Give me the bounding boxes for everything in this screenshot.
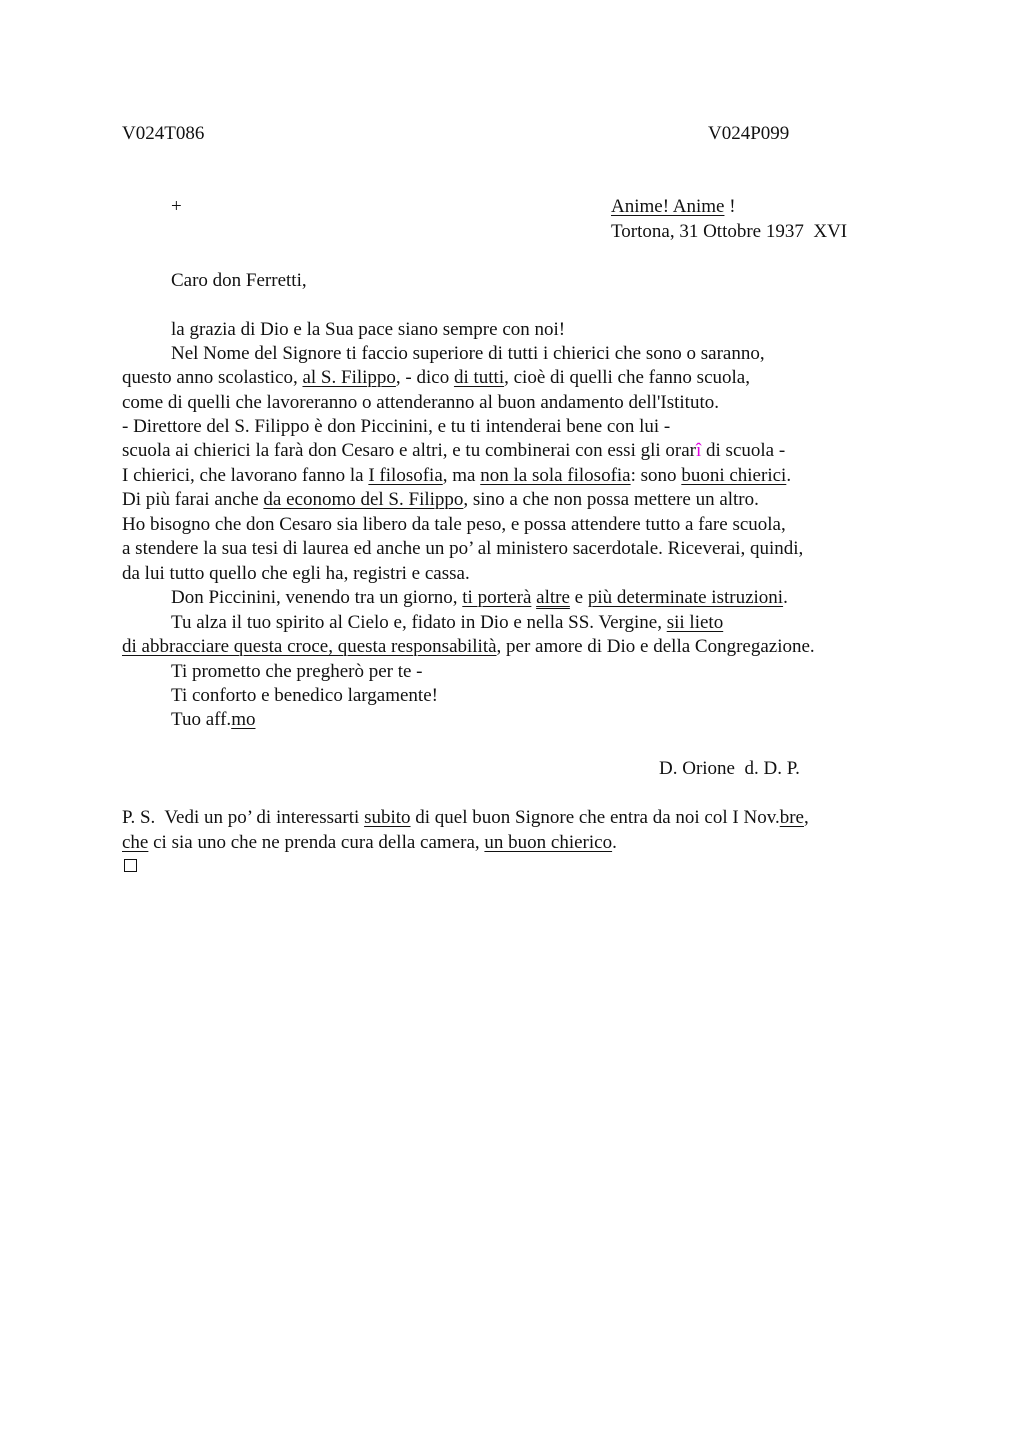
- underlined-text: ti porterà: [462, 587, 532, 608]
- text: Tu alza il tuo spirito al Cielo e, fidato in Dio e nella SS. Vergine,: [171, 612, 667, 633]
- underlined-text: sii lieto: [666, 612, 724, 633]
- underlined-text: più determinate istruzioni: [587, 587, 784, 608]
- text: , per amore di Dio e della Congregazione.: [496, 636, 815, 657]
- text: , cioè di quelli che fanno scuola,: [504, 367, 750, 388]
- text: ci sia uno che ne prenda cura della camera,: [148, 832, 485, 853]
- body-line-9: Ho bisogno che don Cesaro sia libero da tale peso, e possa attendere tutto a fare scuola,: [122, 514, 786, 535]
- text: P. S. Vedi un po’ di interessarti: [122, 807, 365, 828]
- text: ,: [803, 807, 809, 828]
- underlined-text: al S. Filippo: [302, 367, 396, 388]
- body-line-14: [122, 635, 815, 659]
- underlined-text: non la sola filosofia: [480, 465, 631, 486]
- body-line-2: Nel Nome del Signore ti faccio superiore di tutti i chierici che sono o saranno,: [171, 343, 765, 364]
- text: Don Piccinini, venendo tra un giorno,: [171, 587, 463, 608]
- body-line-3: [122, 366, 750, 390]
- body-line-8: [122, 488, 759, 512]
- body-line-12: [171, 586, 788, 610]
- underlined-text: buoni chierici: [681, 465, 787, 486]
- end-box-icon: [124, 859, 137, 872]
- doc-code-right: V024P099: [708, 123, 790, 144]
- ps-line-2: [122, 831, 617, 855]
- body-line-6: [122, 439, 785, 463]
- salutation: Caro don Ferretti,: [171, 270, 307, 291]
- body-line-16: Ti conforto e benedico largamente!: [171, 685, 438, 706]
- body-line-17: [171, 708, 255, 732]
- underlined-text: un buon chierico: [484, 832, 613, 853]
- underlined-text: di tutti: [453, 367, 505, 388]
- underlined-text: di abbracciare questa croce, questa responsabilità: [122, 636, 497, 657]
- signature: D. Orione d. D. P.: [659, 758, 800, 779]
- body-line-7: [122, 464, 791, 488]
- text: , ma: [442, 465, 481, 486]
- body-line-10: a stendere la sua tesi di laurea ed anche un po’ al ministero sacerdotale. Riceverai, quindi,: [122, 538, 804, 559]
- body-line-11: da lui tutto quello che egli ha, registri e cassa.: [122, 563, 470, 584]
- text: e: [569, 587, 588, 608]
- text: .: [786, 465, 792, 486]
- body-line-1: la grazia di Dio e la Sua pace siano sempre con noi!: [171, 319, 566, 340]
- underlined-text: da economo del S. Filippo: [263, 489, 464, 510]
- motto-rest: !: [724, 196, 736, 217]
- text: di scuola -: [701, 440, 786, 461]
- ps-line-1: [122, 806, 809, 830]
- text: .: [612, 832, 617, 853]
- double-underlined-text: altre: [536, 587, 570, 608]
- text: Di più farai anche: [122, 489, 264, 510]
- dateline: Tortona, 31 Ottobre 1937 XVI: [611, 221, 848, 242]
- text: Tuo aff.: [171, 709, 232, 730]
- underlined-text: mo: [231, 709, 256, 730]
- text: questo anno scolastico,: [122, 367, 303, 388]
- text: scuola ai chierici la farà don Cesaro e altri, e tu combinerai con essi gli orar: [122, 440, 696, 461]
- body-line-13: [171, 611, 723, 635]
- body-line-5: - Direttore del S. Filippo è don Piccinini, e tu ti intenderai bene con lui -: [122, 416, 671, 437]
- cross-mark: +: [171, 196, 182, 217]
- body-line-4: come di quelli che lavoreranno o attenderanno al buon andamento dell'Istituto.: [122, 392, 719, 413]
- text: , sino a che non possa mettere un altro.: [463, 489, 759, 510]
- text: di quel buon Signore che entra da noi col I Nov.: [410, 807, 780, 828]
- highlighted-char: î: [696, 440, 702, 461]
- underlined-text: bre: [779, 807, 804, 828]
- text: : sono: [630, 465, 682, 486]
- text: , - dico: [395, 367, 454, 388]
- underlined-text: subito: [364, 807, 411, 828]
- text: .: [783, 587, 788, 608]
- doc-code-left: V024T086: [122, 123, 205, 144]
- motto: [611, 195, 736, 219]
- underlined-text: che: [122, 832, 149, 853]
- underlined-text: I filosofia: [368, 465, 443, 486]
- body-line-15: Ti prometto che pregherò per te -: [171, 661, 423, 682]
- text: I chierici, che lavorano fanno la: [122, 465, 369, 486]
- motto-underlined: Anime! Anime: [611, 196, 725, 217]
